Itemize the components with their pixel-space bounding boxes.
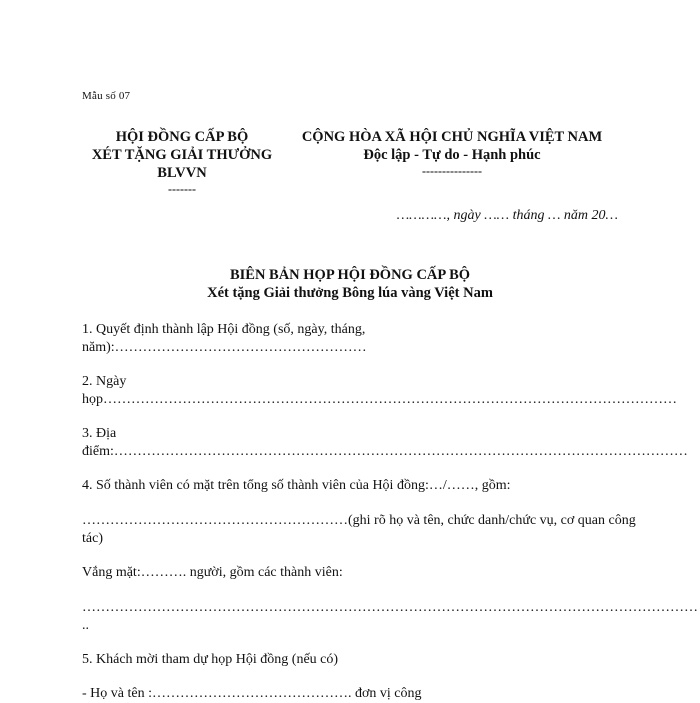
- item-3-line-2: điểm:……………………………………………………………………………………………………………: [82, 444, 688, 459]
- item-5-line: 5. Khách mời tham dự họp Hội đồng (nếu có): [82, 652, 339, 667]
- item-2-line-1: 2. Ngày: [82, 374, 127, 389]
- absent-dots-line-1: ……………………………………………………………………………………………………………………: [82, 600, 698, 615]
- item-4-line: 4. Số thành viên có mặt trên tổng số thành viên của Hội đồng:…/……, gồm:: [82, 478, 511, 493]
- national-title: CỘNG HÒA XÃ HỘI CHỦ NGHĨA VIỆT NAM: [301, 129, 603, 145]
- issuing-body-header: [82, 128, 282, 196]
- item-4-detail-line-2: tác): [82, 531, 103, 546]
- national-header: [292, 128, 612, 178]
- national-separator: ---------------: [422, 164, 482, 178]
- item-3-line-1: 3. Địa: [82, 426, 117, 441]
- item-4-detail-line-1: …………………………………………………(ghi rõ họ và tên, chức danh/chức vụ, cơ quan công: [82, 513, 636, 528]
- absent-members-line: Vắng mặt:………. người, gồm các thành viên:: [82, 565, 343, 580]
- absent-dots-line-2: ..: [82, 618, 89, 633]
- national-motto: Độc lập - Tự do - Hạnh phúc: [363, 147, 541, 163]
- document-title: [82, 266, 618, 302]
- issuing-body-line-1: HỘI ĐỒNG CẤP BỘ: [115, 129, 249, 145]
- item-1-line-2: năm):………………………………………………: [82, 340, 367, 355]
- item-1-line-1: 1. Quyết định thành lập Hội đồng (số, ngày, tháng,: [82, 322, 366, 337]
- form-number: Mẫu số 07: [82, 90, 131, 102]
- issuing-body-line-3: BLVVN: [157, 165, 207, 181]
- document-title-sub: Xét tặng Giải thưởng Bông lúa vàng Việt Nam: [207, 285, 493, 301]
- item-2-line-2: họp……………………………………………………………………………………………………………: [82, 392, 677, 407]
- issuing-body-separator: -------: [168, 182, 196, 196]
- issuing-body-line-2: XÉT TẶNG GIẢI THƯỞNG: [91, 147, 273, 163]
- guest-name-line: - Họ và tên :……………………………………. đơn vị công: [82, 686, 422, 701]
- document-title-main: BIÊN BẢN HỌP HỘI ĐỒNG CẤP BỘ: [229, 267, 471, 283]
- date-line: …………, ngày …… tháng … năm 20…: [396, 208, 618, 223]
